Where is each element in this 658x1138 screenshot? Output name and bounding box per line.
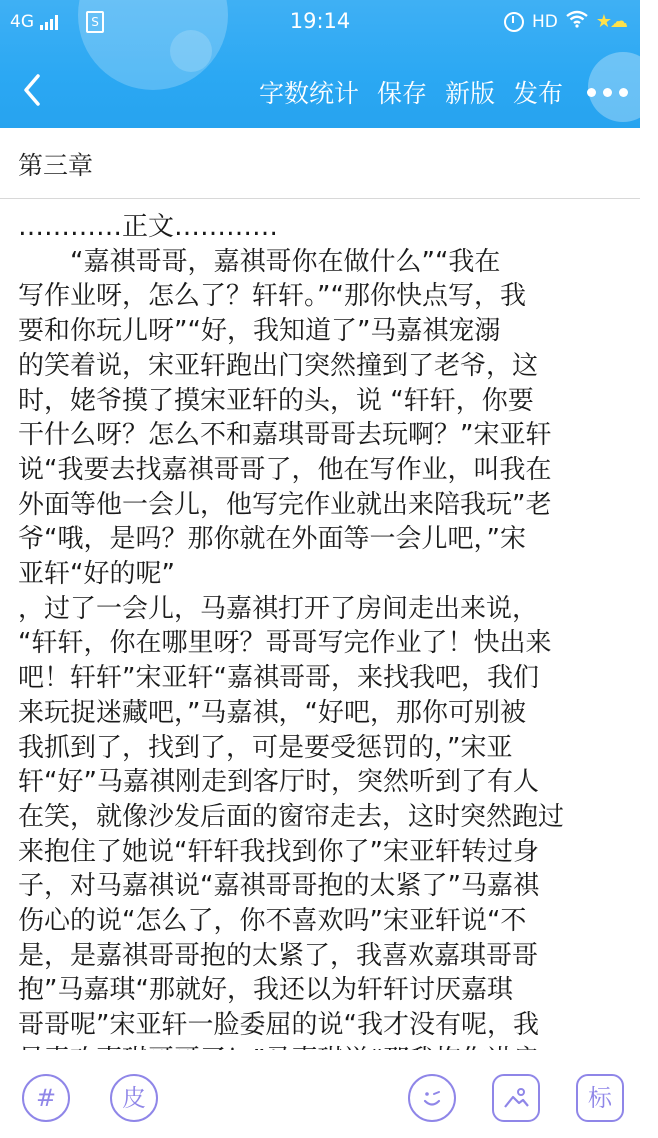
body-text-line: ，过了一会儿，马嘉祺打开了房间走出来说，	[18, 593, 539, 624]
bottom-toolbar	[0, 1050, 640, 1138]
status-time: 19:14	[289, 9, 351, 33]
smiley-icon	[417, 1083, 447, 1113]
insert-image-button[interactable]	[492, 1074, 540, 1122]
editor-toolbar	[0, 66, 640, 122]
body-text-line: 干什么呀？怎么不和嘉琪哥哥去玩啊？”宋亚轩	[18, 420, 552, 451]
more-dot	[619, 88, 628, 97]
body-text-line: 写作业呀，怎么了？轩轩。”“那你快点写，我	[18, 281, 526, 312]
title-divider	[0, 198, 640, 199]
status-right	[504, 10, 626, 33]
back-button[interactable]	[18, 70, 58, 114]
skin-button[interactable]: 皮	[110, 1074, 158, 1122]
body-text-line: 抱”马嘉琪“那就好，我还以为轩轩讨厌嘉琪	[18, 975, 513, 1006]
body-text-line: 伤心的说“怎么了，你不喜欢吗”宋亚轩说“不	[18, 906, 527, 937]
body-text-line: “嘉祺哥哥，嘉祺哥你在做什么”“我在	[18, 246, 501, 277]
image-icon	[501, 1083, 531, 1113]
body-text-line: 说“我要去找嘉祺哥哥了，他在写作业，叫我在	[18, 454, 552, 485]
new-version-button[interactable]: 新版	[444, 79, 495, 108]
status-bar	[0, 0, 640, 44]
more-options-button[interactable]	[587, 77, 628, 107]
body-text-line: 来抱住了她说“轩轩我找到你了”宋亚轩转过身	[18, 836, 539, 867]
body-text-line: 时，姥爷摸了摸宋亚轩的头，说 “轩轩，你要	[18, 385, 534, 416]
chapter-title-input[interactable]: 第三章	[18, 151, 94, 180]
body-text-line: 是，是嘉祺哥哥抱的太紧了，我喜欢嘉琪哥哥	[18, 940, 539, 971]
body-text-line: “轩轩，你在哪里呀？哥哥写完作业了！快出来	[18, 628, 552, 659]
tag-button[interactable]: 标	[576, 1074, 624, 1122]
body-text-line: 在笑，就像沙发后面的窗帘走去，这时突然跑过	[18, 801, 565, 832]
body-text-line: 爷“哦，是吗？那你就在外面等一会儿吧，”宋	[18, 524, 526, 555]
body-text-line: 的笑着说，宋亚轩跑出门突然撞到了老爷，这	[18, 350, 539, 381]
more-dot	[587, 88, 596, 97]
body-text-line: 要和你玩儿呀”“好，我知道了”马嘉祺宠溺	[18, 316, 501, 347]
alarm-icon	[504, 12, 524, 32]
save-button[interactable]: 保存	[376, 79, 427, 108]
chevron-left-icon	[18, 70, 46, 110]
body-text-line: 轩“好”马嘉祺刚走到客厅时，突然听到了有人	[18, 767, 539, 798]
topic-hashtag-button[interactable]: #	[22, 1074, 70, 1122]
body-text-line: 来玩捉迷藏吧，”马嘉祺，“好吧，那你可别被	[18, 697, 526, 728]
body-text-line: 哥哥呢”宋亚轩一脸委屈的说“我才没有呢，我	[18, 1010, 539, 1041]
word-count-button[interactable]: 字数统计	[258, 79, 359, 108]
body-text-line: 外面等他一会儿，他写完作业就出来陪我玩”老	[18, 489, 552, 520]
chapter-body-editor[interactable]	[18, 210, 624, 1042]
body-text-line: 亚轩“好的呢”	[18, 559, 175, 590]
emoji-button[interactable]	[408, 1074, 456, 1122]
body-text-line: …………正文…………	[18, 212, 279, 242]
wifi-icon	[566, 10, 588, 33]
sim-icon: S	[86, 11, 104, 33]
body-text-line: 我抓到了，找到了，可是要受惩罚的，”宋亚	[18, 732, 513, 763]
toolbar-actions	[241, 74, 628, 110]
publish-button[interactable]: 发布	[512, 79, 563, 108]
body-text-line: 吧！轩轩”宋亚轩“嘉祺哥哥，来找我吧，我们	[18, 663, 539, 694]
body-text-line: 子，对马嘉祺说“嘉祺哥哥抱的太紧了”马嘉祺	[18, 871, 539, 902]
more-dot	[603, 88, 612, 97]
hd-label: HD	[531, 11, 558, 32]
app-header	[0, 0, 640, 128]
network-type: 4G	[10, 12, 34, 32]
weather-icon: ★☁	[595, 11, 626, 32]
